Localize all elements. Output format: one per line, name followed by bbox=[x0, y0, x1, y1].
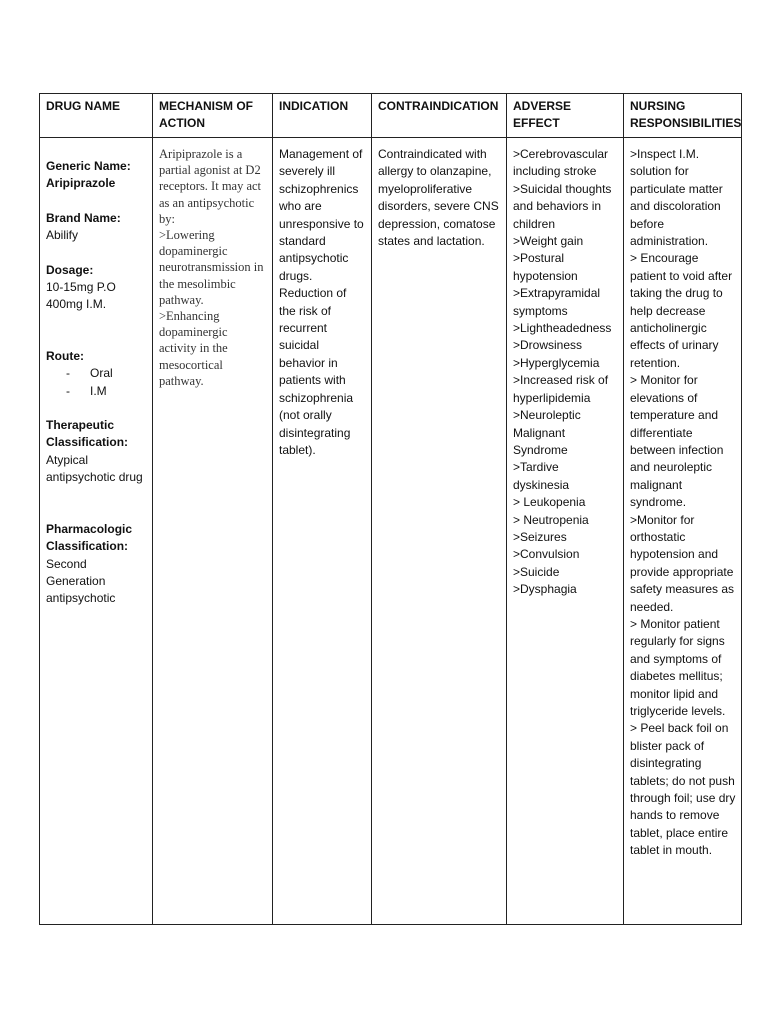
adverse-effect-item: >Neuroleptic Malignant Syndrome bbox=[513, 408, 581, 457]
bullet-dash-icon: - bbox=[66, 383, 70, 398]
mechanism-text: >Lowering dopaminergic neurotransmission in the mesolimbic pathway. bbox=[159, 228, 264, 307]
adverse-effect-item: >Suicide bbox=[513, 564, 560, 579]
header-nursing: NURSING RESPONSIBILITIES bbox=[624, 94, 742, 138]
adverse-effect-item: >Extrapyramidal symptoms bbox=[513, 286, 601, 318]
header-mechanism: MECHANISM OF ACTION bbox=[153, 94, 273, 138]
bullet-dash-icon: - bbox=[66, 366, 70, 381]
header-indication: INDICATION bbox=[273, 94, 372, 138]
adverse-effect-item: >Drowsiness bbox=[513, 338, 583, 353]
adverse-effect-item: >Lightheadedness bbox=[513, 321, 612, 336]
header-contraindication: CONTRAINDICATION bbox=[372, 94, 507, 138]
dosage-label: Dosage: bbox=[46, 262, 94, 277]
adverse-effect-item: >Cerebrovascular including stroke bbox=[513, 147, 609, 179]
drug-study-table bbox=[39, 93, 742, 925]
pharmacologic-value: Second Generation antipsychotic bbox=[46, 556, 116, 606]
dosage-value-im: 400mg I.M. bbox=[46, 297, 107, 312]
indication-text: Reduction of the risk of recurrent suicidal behavior in patients with schizophrenia (not orally disintegrating tablet). bbox=[279, 286, 354, 457]
contraindication-text: Contraindicated with allergy to olanzapine, myeloproliferative disorders, severe CNS depression, comatose states and lactation. bbox=[378, 147, 499, 249]
contraindication-cell bbox=[372, 138, 507, 925]
adverse-effect-item: >Seizures bbox=[513, 529, 567, 544]
adverse-effect-cell bbox=[507, 138, 624, 925]
adverse-effect-item: > Neutropenia bbox=[513, 512, 589, 527]
adverse-effect-item: >Tardive dyskinesia bbox=[513, 460, 570, 492]
route-item-oral: - Oral bbox=[46, 365, 147, 382]
nursing-item: >Monitor for orthostatic hypotension and provide appropriate safety measures as needed. bbox=[630, 512, 735, 614]
header-drug-name: DRUG NAME bbox=[40, 94, 153, 138]
adverse-effect-item: >Suicidal thoughts and behaviors in children bbox=[513, 181, 612, 231]
drug-name-cell bbox=[40, 138, 153, 925]
header-adverse-effect: ADVERSE EFFECT bbox=[507, 94, 624, 138]
nursing-item: > Encourage patient to void after taking the drug to help decrease anticholinergic effects of urinary retention. bbox=[630, 251, 733, 370]
mechanism-text: Aripiprazole is a partial agonist at D2 receptors. It may act as an antipsychotic by: bbox=[159, 147, 262, 226]
nursing-item: >Inspect I.M. solution for particulate matter and discoloration before administration. bbox=[630, 147, 723, 249]
brand-name-value: Abilify bbox=[46, 228, 79, 243]
drug-row bbox=[40, 138, 742, 925]
adverse-effect-item: >Hyperglycemia bbox=[513, 355, 600, 370]
mechanism-text: >Enhancing dopaminergic activity in the mesocortical pathway. bbox=[159, 309, 228, 388]
therapeutic-value: Atypical antipsychotic drug bbox=[46, 452, 143, 485]
adverse-effect-item: >Postural hypotension bbox=[513, 251, 578, 283]
nursing-cell bbox=[624, 138, 742, 925]
indication-text: Management of severely ill schizophrenics who are unresponsive to standard antipsychotic drugs. bbox=[279, 147, 364, 283]
brand-name-label: Brand Name: bbox=[46, 210, 121, 225]
route-label: Route: bbox=[46, 348, 84, 363]
therapeutic-label: Therapeutic Classification: bbox=[46, 418, 129, 450]
generic-name-label: Generic Name: bbox=[46, 159, 131, 173]
adverse-effect-item: >Convulsion bbox=[513, 547, 580, 562]
generic-name-value: Aripiprazole bbox=[46, 176, 116, 191]
nursing-item: > Peel back foil on blister pack of disintegrating tablets; do not push through foil; use dry hands to remove tablet, place entire tablet in mouth. bbox=[630, 721, 736, 858]
adverse-effect-item: >Weight gain bbox=[513, 234, 584, 249]
adverse-effect-item: >Dysphagia bbox=[513, 582, 577, 597]
adverse-effect-item: > Leukopenia bbox=[513, 495, 586, 510]
header-row bbox=[40, 94, 742, 138]
nursing-item: > Monitor for elevations of temperature and differentiate between infection and neuroleptic malignant syndrome. bbox=[630, 373, 724, 510]
indication-cell bbox=[273, 138, 372, 925]
route-item-im: - I.M bbox=[46, 383, 147, 400]
nursing-item: > Monitor patient regularly for signs and symptoms of diabetes mellitus; monitor lipid and triglyceride levels. bbox=[630, 616, 726, 718]
adverse-effect-item: >Increased risk of hyperlipidemia bbox=[513, 373, 609, 405]
mechanism-cell bbox=[153, 138, 273, 925]
pharmacologic-label: Pharmacologic Classification: bbox=[46, 521, 133, 554]
dosage-value-po: 10-15mg P.O bbox=[46, 280, 116, 295]
